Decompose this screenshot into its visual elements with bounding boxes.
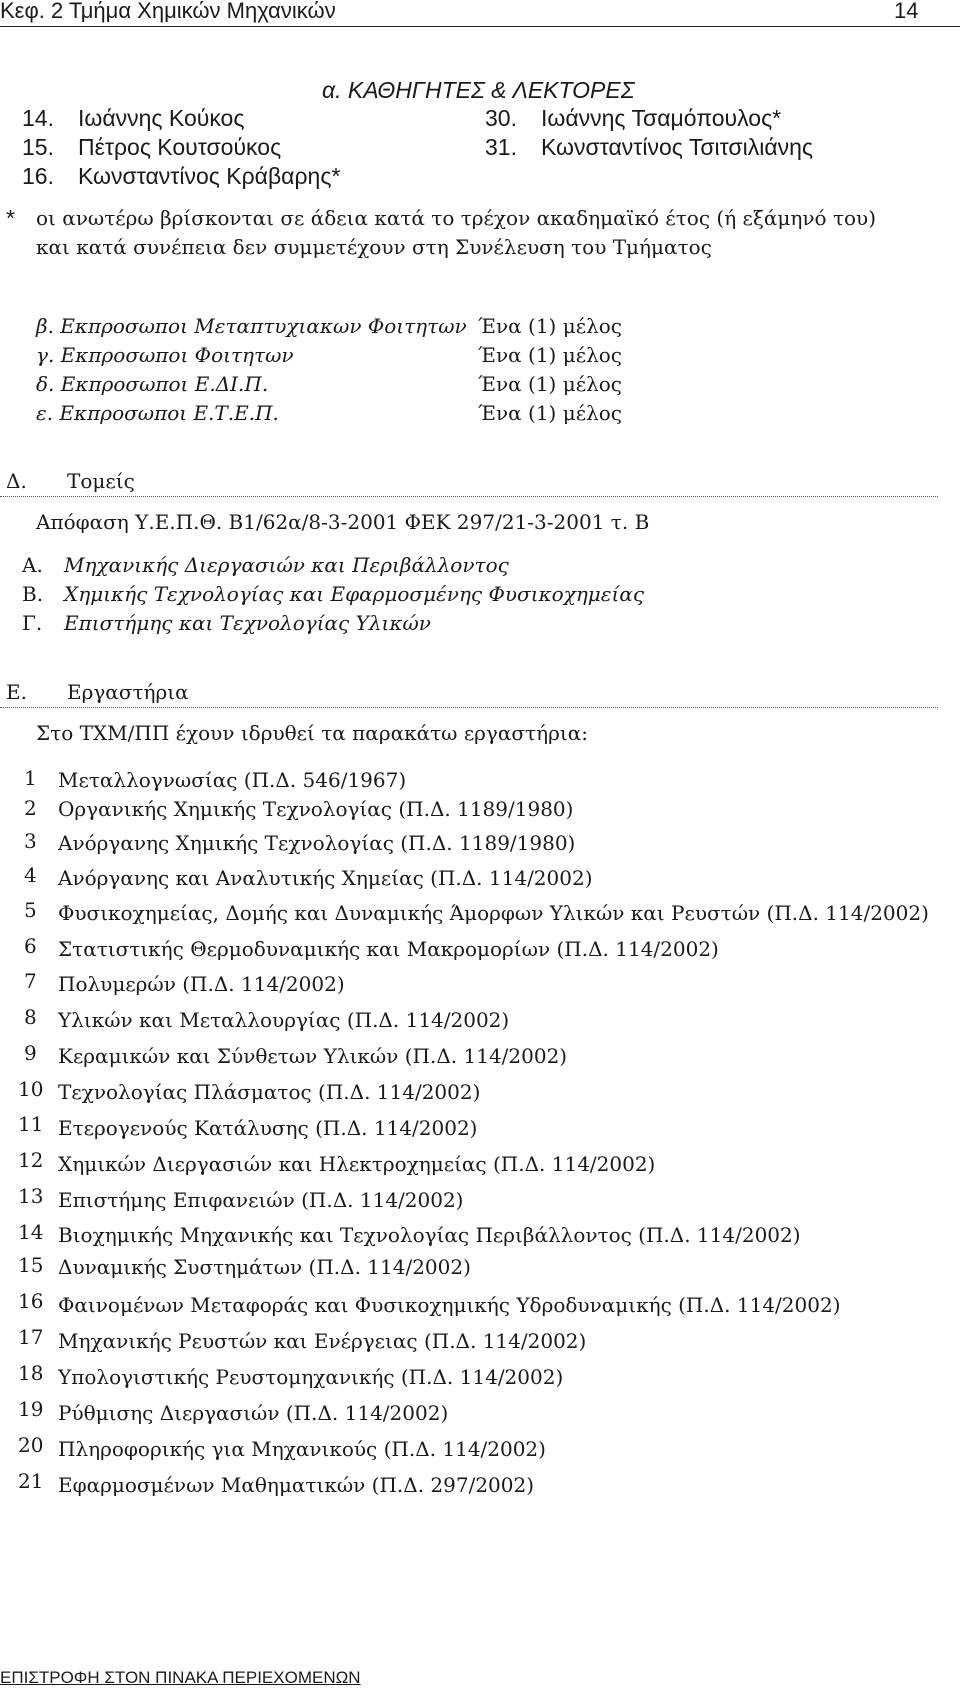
lab-name: Ανόργανης Χημικής Τεχνολογίας (Π.Δ. 1189/1980) xyxy=(58,831,576,855)
lab-name: Ρύθμισης Διεργασιών (Π.Δ. 114/2002) xyxy=(58,1401,449,1425)
lab-number: 1 xyxy=(24,766,37,790)
professor-item: 15. Πέτρος Κουτσούκος xyxy=(22,134,282,160)
lab-number: 8 xyxy=(24,1005,37,1029)
sector-name: Μηχανικής Διεργασιών και Περιβάλλοντος xyxy=(64,553,509,577)
lab-name: Υλικών και Μεταλλουργίας (Π.Δ. 114/2002) xyxy=(58,1008,510,1032)
chapter-title: Κεφ. 2 Τμήμα Χημικών Μηχανικών xyxy=(0,0,336,23)
lab-number: 17 xyxy=(18,1325,44,1349)
lab-name: Υπολογιστικής Ρευστομηχανικής (Π.Δ. 114/2002) xyxy=(58,1365,564,1389)
professor-item: 16. Κωνσταντίνος Κράβαρης* xyxy=(22,163,341,189)
representative-label: β. Εκπροσωποι Μεταπτυχιακων Φοιτητων xyxy=(36,314,467,338)
sector-name: Χημικής Τεχνολογίας και Εφαρμοσμένης Φυσικοχημείας xyxy=(64,582,645,606)
lab-number: 11 xyxy=(18,1112,44,1136)
lab-name: Μηχανικής Ρευστών και Ενέργειας (Π.Δ. 114/2002) xyxy=(58,1329,587,1353)
representative-value: Ένα (1) μέλος xyxy=(478,401,622,425)
sector-letter: Β. xyxy=(22,582,44,606)
lab-name: Πολυμερών (Π.Δ. 114/2002) xyxy=(58,972,345,996)
sector-letter: Γ. xyxy=(22,611,43,635)
lab-number: 15 xyxy=(18,1253,44,1277)
lab-number: 16 xyxy=(18,1289,44,1313)
lab-name: Επιστήμης Επιφανειών (Π.Δ. 114/2002) xyxy=(58,1188,464,1212)
lab-number: 6 xyxy=(24,934,37,958)
representative-value: Ένα (1) μέλος xyxy=(478,343,622,367)
lab-name: Φυσικοχημείας, Δομής και Δυναμικής Άμορφων Υλικών και Ρευστών (Π.Δ. 114/2002) xyxy=(58,901,929,925)
labs-intro: Στο ΤΧΜ/ΠΠ έχουν ιδρυθεί τα παρακάτω εργαστήρια: xyxy=(36,721,588,745)
footnote-line: και κατά συνέπεια δεν συμμετέχουν στη Συνέλευση του Τμήματος xyxy=(36,235,712,259)
lab-number: 20 xyxy=(18,1433,44,1457)
lab-name: Βιοχημικής Μηχανικής και Τεχνολογίας Περιβάλλοντος (Π.Δ. 114/2002) xyxy=(58,1223,801,1247)
sectors-title: Τομείς xyxy=(67,469,135,493)
footnote-line: οι ανωτέρω βρίσκονται σε άδεια κατά το τρέχον ακαδημαϊκό έτος (ή εξάμηνό του) xyxy=(36,206,877,230)
lab-number: 18 xyxy=(18,1361,44,1385)
lab-name: Φαινομένων Μεταφοράς και Φυσικοχημικής Υδροδυναμικής (Π.Δ. 114/2002) xyxy=(58,1293,841,1317)
representative-value: Ένα (1) μέλος xyxy=(478,372,622,396)
sector-letter: Α. xyxy=(22,553,43,577)
lab-name: Οργανικής Χημικής Τεχνολογίας (Π.Δ. 1189/1980) xyxy=(58,797,574,821)
sectors-decision: Απόφαση Υ.Ε.Π.Θ. Β1/62α/8-3-2001 ΦΕΚ 297/21-3-2001 τ. Β xyxy=(36,510,650,534)
lab-number: 5 xyxy=(24,898,37,922)
lab-name: Κεραμικών και Σύνθετων Υλικών (Π.Δ. 114/2002) xyxy=(58,1044,568,1068)
labs-title: Εργαστήρια xyxy=(67,680,189,704)
sectors-letter: Δ. xyxy=(6,469,27,493)
lab-number: 14 xyxy=(18,1220,44,1244)
lab-number: 2 xyxy=(24,796,37,820)
lab-number: 13 xyxy=(18,1184,44,1208)
lab-name: Χημικών Διεργασιών και Ηλεκτροχημείας (Π.Δ. 114/2002) xyxy=(58,1152,656,1176)
representative-value: Ένα (1) μέλος xyxy=(478,314,622,338)
lab-number: 3 xyxy=(24,829,37,853)
section-divider xyxy=(0,707,938,708)
professor-item: 31. Κωνσταντίνος Τσιτσιλιάνης xyxy=(485,134,813,160)
lab-number: 21 xyxy=(18,1469,44,1493)
representative-label: δ. Εκπροσωποι Ε.ΔΙ.Π. xyxy=(36,372,269,396)
lab-number: 9 xyxy=(24,1041,37,1065)
lab-number: 7 xyxy=(24,969,37,993)
representative-label: ε. Εκπροσωποι Ε.Τ.Ε.Π. xyxy=(36,401,279,425)
lab-name: Μεταλλογνωσίας (Π.Δ. 546/1967) xyxy=(58,768,407,792)
labs-letter: Ε. xyxy=(6,680,27,704)
lab-name: Στατιστικής Θερμοδυναμικής και Μακρομορίων (Π.Δ. 114/2002) xyxy=(58,937,719,961)
footnote-star: * xyxy=(6,205,15,231)
sector-name: Επιστήμης και Τεχνολογίας Υλικών xyxy=(64,611,431,635)
lab-name: Εφαρμοσμένων Μαθηματικών (Π.Δ. 297/2002) xyxy=(58,1473,535,1497)
lab-name: Πληροφορικής για Μηχανικούς (Π.Δ. 114/2002) xyxy=(58,1437,546,1461)
professor-item: 14. Ιωάννης Κούκος xyxy=(22,105,245,131)
lab-number: 19 xyxy=(18,1397,44,1421)
lab-number: 4 xyxy=(24,863,37,887)
section-divider xyxy=(0,496,938,497)
page-number: 14 xyxy=(894,0,919,23)
back-to-contents-link[interactable]: ΕΠΙΣΤΡΟΦΗ ΣΤΟΝ ΠΙΝΑΚΑ ΠΕΡΙΕΧΟΜΕΝΩΝ xyxy=(0,1668,361,1687)
page-header xyxy=(0,0,960,27)
lab-name: Ετερογενούς Κατάλυσης (Π.Δ. 114/2002) xyxy=(58,1116,478,1140)
professor-item: 30. Ιωάννης Τσαμόπουλος* xyxy=(485,105,782,131)
section-a-title: α. ΚΑΘΗΓΗΤΕΣ & ΛΕΚΤΟΡΕΣ xyxy=(322,77,635,103)
lab-name: Τεχνολογίας Πλάσματος (Π.Δ. 114/2002) xyxy=(58,1080,481,1104)
representative-label: γ. Εκπροσωποι Φοιτητων xyxy=(36,343,294,367)
lab-number: 10 xyxy=(18,1077,44,1101)
lab-name: Ανόργανης και Αναλυτικής Χημείας (Π.Δ. 114/2002) xyxy=(58,866,593,890)
lab-number: 12 xyxy=(18,1148,44,1172)
lab-name: Δυναμικής Συστημάτων (Π.Δ. 114/2002) xyxy=(58,1255,471,1279)
